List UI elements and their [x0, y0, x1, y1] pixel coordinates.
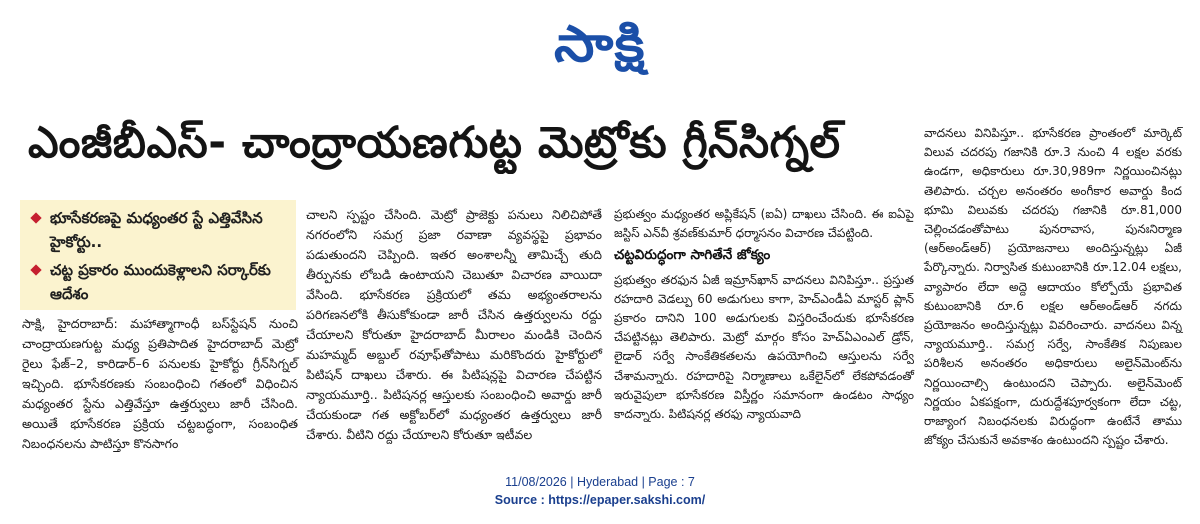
article-column-3 — [614, 205, 914, 424]
diamond-bullet-icon — [30, 212, 41, 223]
footer-dateline: 11/08/2026 | Hyderabad | Page : 7 — [505, 475, 695, 489]
column-2-text: చాలని స్పష్టం చేసింది. మెట్రో ప్రాజెక్టు పనులు నిలిచిపోతే నగరంలోని సమగ్ర ప్రజా రవాణా వ్యవస్థపై ప్రభావం పడుతుందని చెప్పింది. ఇతర అంశాలన్నీ తామిచ్చే తుది తీర్పునకు లోబడి ఉంటాయని చెబుతూ విచారణ వాయిదా వేసింది. భూసేకరణ ప్రక్రియలో తమ అభ్యంతరాలను పరిగణనలోకి తీసుకోకుండా జారీ చేసిన ఉత్తర్వులను రద్దు చేయాలని కోరుతూ హైదరాబాద్‌ మీరాలం మండికి చెందిన మహమ్మద్‌ అబ్దుల్‌ రవూఫ్‌తోపాటు మరికొందరు హైకోర్టులో పిటిషన్‌ దాఖలు చేశారు. ఈ పిటిషన్లపై విచారణ చేపట్టిన న్యాయమూర్తి.. పిటిషనర్ల ఆస్తులకు సంబంధించి అవార్డు జారీ చేయకుండా గత అక్టోబర్‌లో మధ్యంతర ఉత్తర్వులు జారీ చేశారు. వీటిని రద్దు చేయాలని కోరుతూ ఇటీవల — [306, 207, 602, 442]
highlight-item — [30, 206, 286, 254]
article-column-4 — [924, 124, 1182, 450]
highlight-text: భూసేకరణపై మధ్యంతర స్టే ఎత్తివేసిన హైకోర్టు.. — [50, 209, 263, 251]
highlight-item — [30, 258, 286, 306]
column-1-text: సాక్షి, హైదరాబాద్‌: మహాత్మాగాంధీ బస్‌స్టేషన్‌ నుంచి చాంద్రాయణగుట్ట మధ్య ప్రతిపాదిత హైదరాబాద్‌ మెట్రో రైలు ఫేజ్‌–2, కారిడార్‌–6 పనులకు హైకోర్టు గ్రీన్‌సిగ్నల్‌ ఇచ్చింది. భూసేకరణకు సంబంధించి గతంలో విధించిన మధ్యంతర స్టేను ఎత్తివేస్తూ ఉత్తర్వులు జారీ చేసింది. అయితే భూసేకరణ ప్రక్రియ చట్టబద్ధంగా, సంబంధిత నిబంధనలను పాటిస్తూ కొనసాగం — [22, 316, 298, 451]
diamond-bullet-icon — [30, 264, 41, 275]
footer-source: Source : https://epaper.sakshi.com/ — [494, 493, 706, 507]
sakshi-logo: సాక్షి — [554, 15, 646, 73]
highlight-text: చట్ట ప్రకారం ముందుకెళ్లాలని సర్కార్‌కు ఆదేశం — [50, 261, 271, 303]
highlights-box — [20, 200, 296, 310]
column-3-intro: ప్రభుత్వం మధ్యంతర అప్లికేషన్‌ (ఐఏ) దాఖలు చేసింది. ఈ ఐఏపై జస్టిస్‌ ఎన్‌వీ శ్రవణ్‌కుమార్‌ ధర్మాసనం విచారణ చేపట్టింది. — [614, 207, 914, 241]
column-4-text: వాదనలు వినిపిస్తూ.. భూసేకరణ ప్రాంతంలో మార్కెట్‌ విలువ చదరపు గజానికి రూ.3 నుంచి 4 లక్షల వరకు ఉండగా, అధికారులు రూ.30,989గా నిర్ణయించినట్లు తెలిపారు. చర్చల అనంతరం అంగీకార అవార్డు కింద భూమి విలువకు చదరపు గజానికి రూ.81,000 చెల్లించడంతోపాటు పునరావాస, పునఃనిర్మాణ (ఆర్‌అండ్‌ఆర్‌) ప్రయోజనాలు అందిస్తున్నట్లు ఏజీ పేర్కొన్నారు. నిర్వాసిత కుటుంబానికి రూ.12.04 లక్షలు, వ్యాపారం లేదా అద్దె ఆదాయం కోల్పోయే ప్రభావిత కుటుంబానికి రూ.6 లక్షల ఆర్‌అండ్‌ఆర్‌ నగదు ప్రయోజనం అందిస్తున్నట్లు వివరించారు. వాదనలు విన్న న్యాయమూర్తి.. సమగ్ర సర్వే, సాంకేతిక నిపుణుల పరిశీలన అనంతరం అధికారులు అలైన్‌మెంట్‌ను నిర్ణయించాల్సి ఉంటుందని చెప్పారు. అలైన్‌మెంట్‌ నిర్ణయం ఏకపక్షంగా, దురుద్దేశపూర్వకంగా లేదా చట్ట, రాజ్యాంగ నిబంధనలకు విరుద్ధంగా ఉంటేనే తాము జోక్యం చేసుకునే అవకాశం ఉంటుందని స్పష్టం చేశారు. — [924, 126, 1182, 448]
masthead — [0, 0, 1200, 88]
column-3-body: ప్రభుత్వం తరఫున ఏజీ ఇమ్రాన్‌ఖాన్‌ వాదనలు వినిపిస్తూ.. ప్రస్తుత రహదారి వెడల్పు 60 అడుగులు కాగా, హెచ్‌ఎండీఏ మాస్టర్‌ ప్లాన్‌ ప్రకారం దానిని 100 అడుగులకు విస్తరించేందుకు భూసేకరణ చేపట్టినట్లు తెలిపారు. మెట్రో మార్గం కోసం హెచ్‌ఏఎంఎల్‌ డ్రోన్‌, లైడార్‌ సర్వే సాంకేతికతలను ఉపయోగించి ఆస్తులను సర్వే చేశామన్నారు. రహదారిపై నిర్మాణాలు ఒకేలైన్‌లో లేకపోవడంతో ఇరువైపులా భూసేకరణ విస్తీర్ణం సమానంగా ఉండటం సాధ్యం కాదన్నారు. పిటిషనర్ల తరఫు న్యాయవాది — [614, 272, 914, 422]
page-footer — [0, 473, 1200, 509]
article-column-1 — [22, 314, 298, 454]
column-3-subheading: చట్టవిరుద్ధంగా సాగితేనే జోక్యం — [614, 247, 771, 264]
article-column-2 — [306, 205, 602, 445]
article-headline: ఎంజీబీఎస్‌- చాంద్రాయణగుట్ట మెట్రోకు గ్రీన్‌సిగ్నల్‌ — [28, 118, 841, 168]
